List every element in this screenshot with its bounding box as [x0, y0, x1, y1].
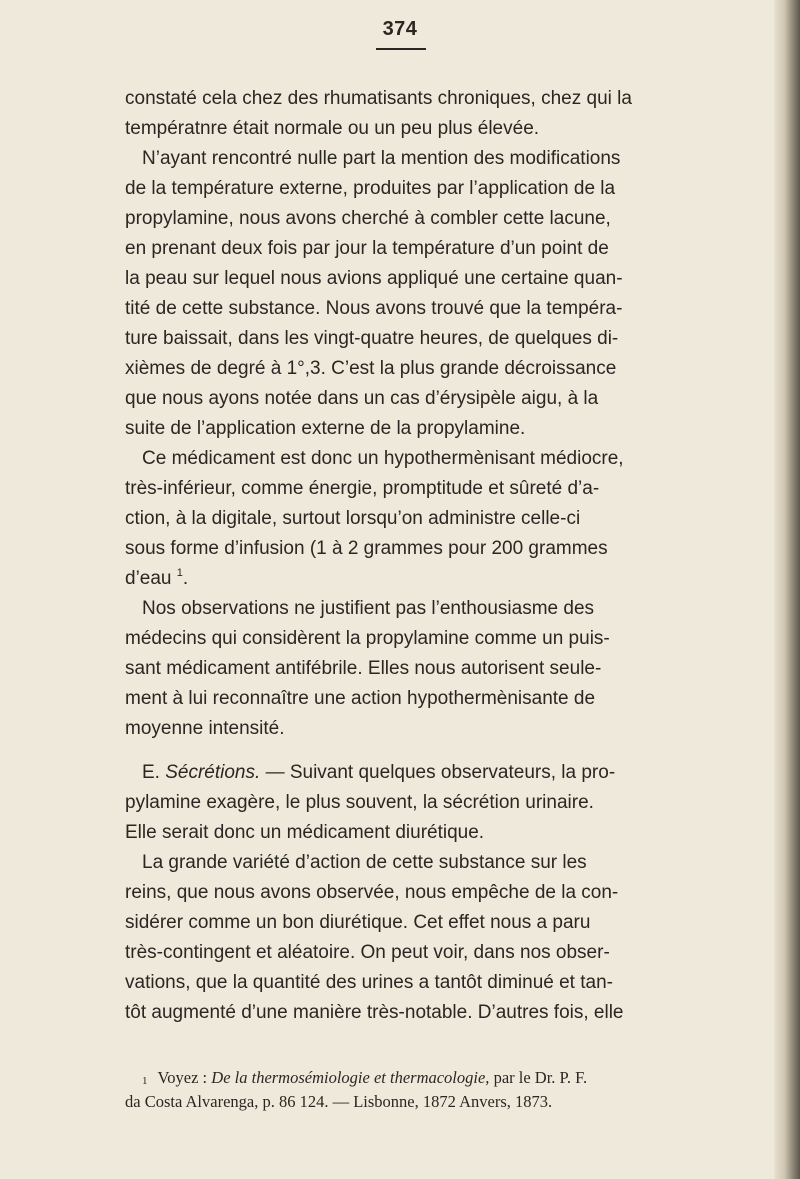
text-line: en prenant deux fois par jour la température d’un point de	[125, 238, 609, 259]
text-fragment: par le Dr. P. F.	[493, 1068, 588, 1087]
text-line: propylamine, nous avons cherché à combler cette lacune,	[125, 208, 611, 229]
text-fragment: — Suivant quelques observateurs, la pro-	[265, 762, 616, 783]
text-line: pylamine exagère, le plus souvent, la sécrétion urinaire.	[125, 792, 594, 813]
section-title: Sécrétions.	[165, 762, 261, 783]
footnote-mark: 1	[142, 1075, 148, 1087]
text-line: Ce médicament est donc un hypothermènisant médiocre,	[142, 448, 624, 469]
text-line: ction, à la digitale, surtout lorsqu’on administre celle-ci	[125, 508, 581, 529]
text-fragment: Voyez :	[157, 1068, 208, 1087]
text-line: moyenne intensité.	[125, 718, 285, 739]
body-text	[125, 84, 707, 1028]
text-line: sant médicament antifébrile. Elles nous autorisent seule-	[125, 658, 602, 679]
text-fragment: .	[182, 568, 189, 589]
footnote-line: da Costa Alvarenga, p. 86 124. — Lisbonne, 1872 Anvers, 1873.	[125, 1092, 553, 1111]
text-line: Elle serait donc un médicament diurétique.	[125, 822, 485, 843]
text-line: températnre était normale ou un peu plus élevée.	[125, 118, 540, 139]
text-line: la peau sur lequel nous avions appliqué une certaine quan-	[125, 268, 623, 289]
text-line: N’ayant rencontré nulle part la mention des modifications	[142, 148, 621, 169]
section-heading-line	[125, 758, 707, 788]
page-number: 374	[382, 18, 418, 40]
text-line: très-contingent et aléatoire. On peut voir, dans nos obser-	[125, 942, 610, 963]
text-line: vations, que la quantité des urines a tantôt diminué et tan-	[125, 972, 613, 993]
text-line: reins, que nous avons observée, nous empêche de la con-	[125, 882, 619, 903]
text-line: xièmes de degré à 1°,3. C’est la plus grande décroissance	[125, 358, 617, 379]
text-line: médecins qui considèrent la propylamine comme un puis-	[125, 628, 610, 649]
text-line	[125, 564, 707, 594]
text-line: ture baissait, dans les vingt-quatre heures, de quelques di-	[125, 328, 619, 349]
text-line: que nous ayons notée dans un cas d’érysipèle aigu, à la	[125, 388, 599, 409]
text-fragment: d’eau	[125, 568, 172, 589]
text-line: sous forme d’infusion (1 à 2 grammes pour 200 grammes	[125, 538, 608, 559]
header-rule	[376, 48, 426, 50]
text-line: de la température externe, produites par l’application de la	[125, 178, 616, 199]
footnote-title: De la thermosémiologie et thermacologie,	[211, 1068, 490, 1087]
text-line: Nos observations ne justifient pas l’enthousiasme des	[142, 598, 595, 619]
footnote-reference[interactable]: 1	[176, 567, 183, 579]
text-line: ment à lui reconnaître une action hypothermènisante de	[125, 688, 596, 709]
text-line: sidérer comme un bon diurétique. Cet effet nous a paru	[125, 912, 591, 933]
text-line: tité de cette substance. Nous avons trouvé que la tempéra-	[125, 298, 623, 319]
text-line: tôt augmenté d’une manière très-notable. D’autres fois, elle	[125, 1002, 624, 1023]
text-line: suite de l’application externe de la propylamine.	[125, 418, 526, 439]
page-spine-shadow	[774, 0, 800, 1179]
section-prefix: E.	[142, 762, 160, 783]
text-line: constaté cela chez des rhumatisants chroniques, chez qui la	[125, 88, 632, 109]
footnote-line	[125, 1066, 715, 1090]
text-line: très-inférieur, comme énergie, promptitude et sûreté d’a-	[125, 478, 600, 499]
text-line: La grande variété d’action de cette substance sur les	[142, 852, 587, 873]
footnotes	[125, 1066, 715, 1114]
